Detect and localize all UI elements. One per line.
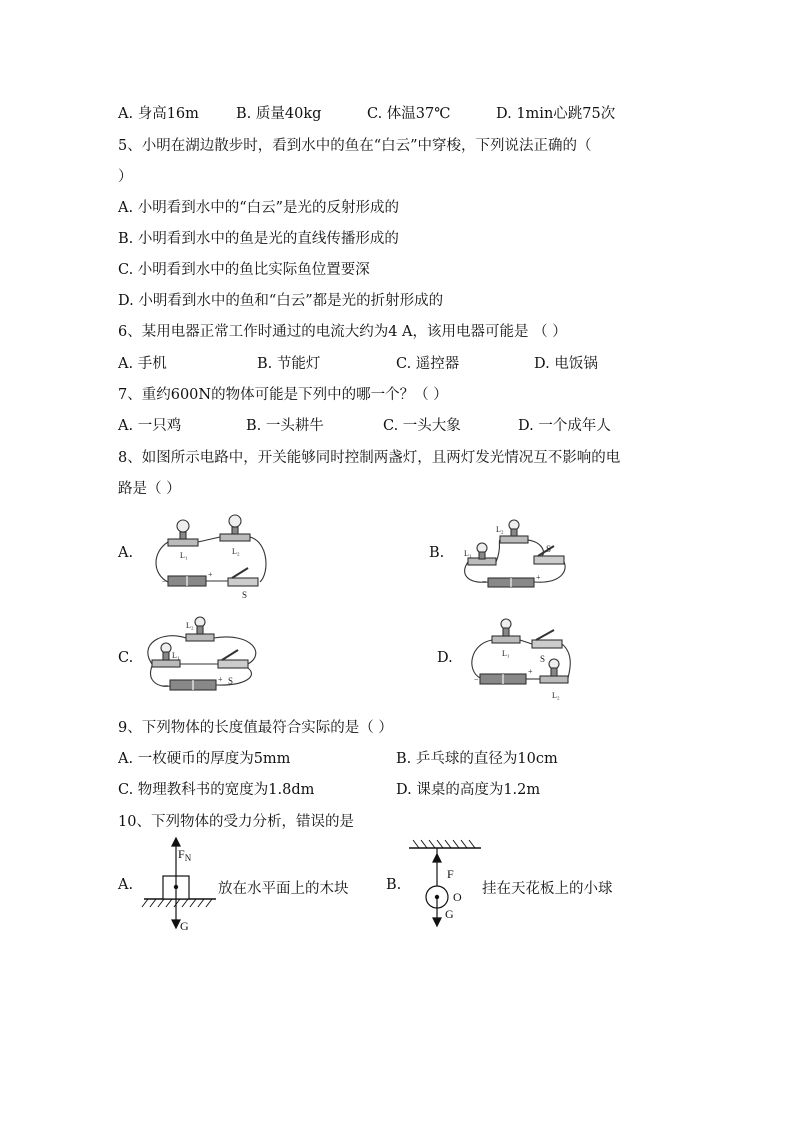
circuit-b-minus: −	[482, 577, 487, 586]
q5-stem-cont: ）	[118, 169, 133, 185]
q9-stem: 9、下列物体的长度值最符合实际的是（ ）	[118, 720, 393, 736]
q10-stem: 10、下列物体的受力分析，错误的是	[118, 814, 354, 830]
q10-option-a: A.	[118, 877, 134, 893]
circuit-a-l2-label: L₂	[232, 547, 240, 556]
q9-option-d: D. 课桌的高度为1.2m	[396, 782, 541, 798]
q6-option-a: A. 手机	[118, 356, 167, 372]
svg-text:FN	[178, 847, 192, 863]
circuit-d-l2-label: L₂	[552, 691, 560, 700]
q8-stem-cont: 路是（ ）	[118, 481, 181, 497]
circuit-b-l1-label: L₁	[464, 549, 472, 558]
circuit-b-diagram	[462, 518, 572, 598]
q4-option-d: D. 1min心跳75次	[496, 106, 616, 122]
circuit-b-plus: +	[536, 573, 541, 582]
circuit-c-l2-label: L₂	[186, 621, 194, 630]
q6-option-c: C. 遥控器	[396, 356, 460, 372]
circuit-d-plus: +	[528, 667, 533, 676]
q10-caption-a: 放在水平面上的木块	[218, 881, 349, 897]
q8-option-d: D.	[437, 650, 453, 666]
circuit-b-l2-label: L₂	[496, 525, 504, 534]
circuit-d-minus: −	[474, 675, 479, 684]
q4-option-b: B. 质量40kg	[236, 106, 322, 122]
force-o-label: O	[453, 890, 462, 904]
circuit-d-diagram	[466, 614, 576, 706]
q4-option-a: A. 身高16m	[118, 106, 199, 122]
circuit-d-switch-label: S	[540, 654, 546, 664]
force-fn-subscript: N	[184, 853, 192, 863]
q5-option-a: A. 小明看到水中的“白云”是光的反射形成的	[118, 200, 400, 216]
q5-option-d: D. 小明看到水中的鱼和“白云”都是光的折射形成的	[118, 293, 444, 309]
q5-option-b: B. 小明看到水中的鱼是光的直线传播形成的	[118, 231, 399, 247]
force-f-label: F	[447, 867, 454, 881]
q7-option-b: B. 一头耕牛	[246, 418, 324, 434]
circuit-c-plus: +	[218, 675, 223, 684]
q5-stem: 5、小明在湖边散步时，看到水中的鱼在“白云”中穿梭，下列说法正确的（	[118, 138, 592, 154]
circuit-c-l1-label: L₁	[172, 651, 180, 660]
circuit-c-diagram	[142, 614, 267, 696]
circuit-a-diagram	[150, 512, 270, 602]
q6-option-d: D. 电饭锅	[534, 356, 598, 372]
force-diagram-ball	[405, 838, 485, 933]
q7-option-d: D. 一个成年人	[518, 418, 611, 434]
q6-stem: 6、某用电器正常工作时通过的电流大约为4 A，该用电器可能是 （ ）	[118, 324, 567, 340]
circuit-a-switch-label: S	[242, 590, 248, 600]
q9-option-a: A. 一枚硬币的厚度为5mm	[118, 751, 291, 767]
q9-option-b: B. 乒乓球的直径为10cm	[396, 751, 558, 767]
circuit-c-switch-label: S	[228, 676, 234, 686]
circuit-a-minus: −	[162, 577, 167, 586]
q8-option-a: A.	[118, 545, 134, 561]
force-fn-label: F	[178, 847, 185, 861]
q4-option-c: C. 体温37℃	[367, 106, 451, 122]
q5-option-c: C. 小明看到水中的鱼比实际鱼位置要深	[118, 262, 370, 278]
circuit-a-l1-label: L₁	[180, 551, 188, 560]
circuit-c-minus: −	[164, 681, 169, 690]
q8-option-b: B.	[429, 545, 445, 561]
force-g-label-a: G	[180, 919, 189, 933]
q7-option-a: A. 一只鸡	[118, 418, 182, 434]
force-diagram-block	[140, 836, 220, 936]
q10-option-b: B.	[386, 877, 402, 893]
circuit-b-switch-label: S	[546, 544, 552, 554]
q8-option-c: C.	[118, 650, 134, 666]
q10-caption-b: 挂在天花板上的小球	[482, 881, 613, 897]
q6-option-b: B. 节能灯	[257, 356, 321, 372]
q7-option-c: C. 一头大象	[383, 418, 461, 434]
circuit-d-l1-label: L₁	[502, 649, 510, 658]
q9-option-c: C. 物理教科书的宽度为1.8dm	[118, 782, 315, 798]
circuit-a-plus: +	[208, 570, 213, 579]
force-g-label-b: G	[445, 907, 454, 921]
q8-stem: 8、如图所示电路中，开关能够同时控制两盏灯，且两灯发光情况互不影响的电	[118, 450, 621, 466]
q7-stem: 7、重约600N的物体可能是下列中的哪一个？（ ）	[118, 387, 448, 403]
